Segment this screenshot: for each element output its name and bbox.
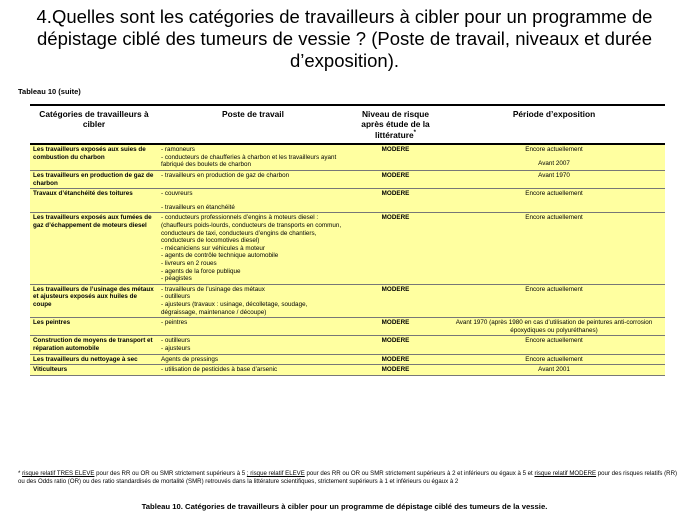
- post-line: - mécaniciens sur véhicules à moteur: [161, 244, 265, 252]
- post-line: - ajusteurs: [161, 344, 191, 352]
- row-posts: [158, 144, 348, 170]
- row-posts: [158, 171, 348, 189]
- header-level-text: Niveau de risque après étude de la littérature: [361, 109, 430, 140]
- row-level: MODERE: [348, 189, 443, 213]
- post-line: Agents de pressings: [161, 355, 219, 363]
- row-category: Les travailleurs exposés aux suies de combustion du charbon: [30, 144, 158, 170]
- footnote-text-2: pour des RR ou OR ou SMR strictement supérieurs à 2 et inférieurs ou égaux à 5 et: [304, 470, 535, 477]
- row-category: Construction de moyens de transport et réparation automobile: [30, 336, 158, 354]
- footnote-star: *: [18, 470, 23, 477]
- post-line: - conducteurs de chaufferies à charbon et les travailleurs ayant fabriqué des boulets de charbon: [161, 153, 337, 169]
- post-line: - péagistes: [161, 275, 192, 283]
- row-category: Les travailleurs de l’usinage des métaux et ajusteurs exposés aux huiles de coupe: [30, 284, 158, 317]
- row-category: Viticulteurs: [30, 365, 158, 376]
- row-level: MODERE: [348, 144, 443, 170]
- table-label: Tableau 10 (suite): [18, 87, 81, 96]
- row-posts: [158, 284, 348, 317]
- footnote: [18, 470, 678, 485]
- period-line: Avant 2007: [538, 159, 570, 167]
- row-level: MODERE: [348, 171, 443, 189]
- post-line: - couvreurs: [161, 190, 193, 198]
- post-line: - livreurs en 2 roues: [161, 260, 217, 268]
- row-period: [443, 354, 665, 365]
- row-posts: [158, 189, 348, 213]
- footnote-text-1: pour des RR ou OR ou SMR strictement supérieurs à 5: [94, 470, 247, 477]
- row-posts: [158, 336, 348, 354]
- row-period: [443, 318, 665, 336]
- post-line: - agents de la force publique: [161, 267, 241, 275]
- row-period: [443, 336, 665, 354]
- row-level: MODERE: [348, 284, 443, 317]
- post-line: - outilleurs: [161, 337, 191, 345]
- row-posts: [158, 365, 348, 376]
- table-body: [30, 144, 665, 375]
- post-line: - travailleurs en production de gaz de charbon: [161, 172, 290, 180]
- row-posts: [158, 354, 348, 365]
- row-period: [443, 284, 665, 317]
- post-line: - conducteurs professionnels d’engins à moteurs diesel : (chauffeurs poids-lourds, conducteurs de transports en commun, conducteurs de taxi, conducteurs d’engins de chantiers, conducteurs de locomotives diesel): [161, 214, 342, 245]
- row-period: [443, 144, 665, 170]
- post-line: - outilleurs: [161, 293, 191, 301]
- footnote-very-high: risque relatif TRES ELEVE: [22, 470, 95, 477]
- period-line: Encore actuellement: [525, 285, 583, 293]
- row-category: Les peintres: [30, 318, 158, 336]
- footnote-high: ; risque relatif ELEVE: [246, 470, 305, 477]
- row-category: Les travailleurs du nettoyage à sec: [30, 354, 158, 365]
- post-line: - ajusteurs (travaux : usinage, décolletage, soudage, dégraissage, maintenance / découpe): [161, 300, 308, 316]
- table-caption: Tableau 10. Catégories de travailleurs à cibler pour un programme de dépistage ciblé des tumeurs de la vessie.: [141, 502, 548, 511]
- table-row: [30, 189, 665, 213]
- period-line: Encore actuellement: [525, 355, 583, 363]
- post-line: - travailleurs en étanchéité: [161, 203, 235, 211]
- period-line: Encore actuellement: [525, 214, 583, 222]
- header-level-mark: *: [413, 130, 416, 136]
- row-level: MODERE: [348, 336, 443, 354]
- post-line: - peintres: [161, 319, 188, 327]
- post-line: - utilisation de pesticides à base d’arsenic: [161, 366, 278, 374]
- header-level: [348, 105, 443, 144]
- footnote-text-3: pour des risques relatifs (RR) ou des Odds ratio (OR) ou des ratio standardisés de mortalité (SMR) retrouvés dans la littérature scientifiques, strictement supérieurs à 1 et inférieurs ou égaux à 2: [18, 470, 678, 485]
- row-posts: [158, 213, 348, 284]
- row-period: [443, 189, 665, 213]
- period-line: Avant 1970 (après 1980 en cas d’utilisation de peintures anti-corrosion époxydiques ou polyuréthanes): [455, 319, 653, 334]
- period-line: Avant 2001: [538, 366, 570, 374]
- workers-table: [30, 104, 665, 376]
- period-line: Encore actuellement: [525, 146, 583, 154]
- row-level: MODERE: [348, 365, 443, 376]
- row-category: Les travailleurs en production de gaz de charbon: [30, 171, 158, 189]
- footnote-moderate: risque relatif MODERE: [534, 470, 597, 477]
- row-period: [443, 171, 665, 189]
- header-category: Catégories de travailleurs à cibler: [30, 105, 158, 144]
- post-line: - travailleurs de l’usinage des métaux: [161, 285, 265, 293]
- header-period: Période d’exposition: [443, 105, 665, 144]
- table-row: [30, 336, 665, 354]
- slide-title: 4.Quelles sont les catégories de travailleurs à cibler pour un programme de dépistage ciblé des tumeurs de vessie ? (Poste de travail, niveaux et durée d’exposition).: [36, 6, 653, 71]
- row-posts: [158, 318, 348, 336]
- post-line: - ramoneurs: [161, 146, 195, 154]
- period-line: Avant 1970: [538, 172, 570, 180]
- row-level: MODERE: [348, 318, 443, 336]
- period-line: Encore actuellement: [525, 190, 583, 198]
- row-period: [443, 213, 665, 284]
- header-post: Poste de travail: [158, 105, 348, 144]
- table-row: [30, 354, 665, 365]
- table-row: [30, 284, 665, 317]
- table-row: [30, 365, 665, 376]
- table-row: [30, 144, 665, 170]
- table-row: [30, 171, 665, 189]
- table-row: [30, 213, 665, 284]
- row-period: [443, 365, 665, 376]
- period-line: Encore actuellement: [525, 337, 583, 345]
- row-level: MODERE: [348, 354, 443, 365]
- row-category: Les travailleurs exposés aux fumées de gaz d’échappement de moteurs diesel: [30, 213, 158, 284]
- post-line: - agents de contrôle technique automobile: [161, 252, 279, 260]
- row-level: MODERE: [348, 213, 443, 284]
- table-header-row: [30, 105, 665, 144]
- table-row: [30, 318, 665, 336]
- row-category: Travaux d’étanchéité des toitures: [30, 189, 158, 213]
